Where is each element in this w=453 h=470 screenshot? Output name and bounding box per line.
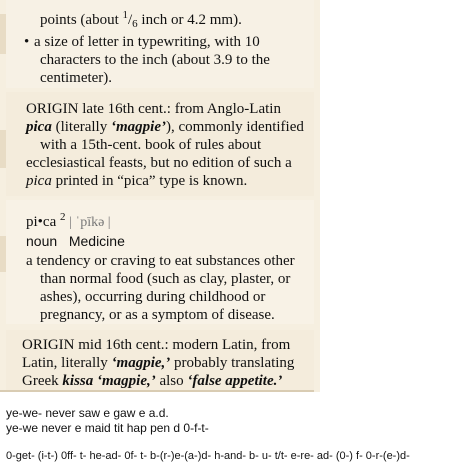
sense-line: characters to the inch (about 3.9 to the — [40, 52, 270, 68]
note-line: ye-we never e maid tit hap pen d 0-f-t- — [6, 421, 209, 435]
scroll-mark — [0, 130, 6, 168]
divider — [0, 390, 314, 392]
origin-line: ecclesiastical feasts, but no edition of such a — [26, 155, 292, 171]
origin-line: ORIGIN mid 16th cent.: modern Latin, from — [22, 337, 291, 353]
bullet-icon: • — [24, 34, 30, 50]
pronunciation: | ˈpīkə | — [69, 215, 111, 230]
part-of-speech: noun Medicine — [26, 233, 125, 249]
definition-line: ashes), occurring during childhood or — [40, 289, 266, 305]
origin-card — [6, 92, 314, 196]
origin-line: Greek kissa ‘magpie,’ also ‘false appetite.’ — [22, 373, 283, 389]
definition-line: than normal food (such as clay, plaster, or — [40, 271, 291, 287]
note-line: ye-we- never saw e gaw e a.d. — [6, 406, 169, 420]
scroll-mark — [0, 14, 6, 54]
definition-line: pregnancy, or as a symptom of disease. — [40, 307, 275, 323]
sense-line: a size of letter in typewriting, with 10 — [34, 34, 260, 50]
sense-line: points (about $^1/_6$ inch or 4.2 mm). — [40, 9, 242, 30]
origin-line: with a 15th-cent. book of rules about — [40, 137, 262, 153]
entry-senses-card — [6, 0, 314, 88]
note-line: 0-get- (i-t-) 0ff- t- he-ad- 0f- t- b-(r-)e-(a-)d- h-and- b- u- t/t- e-re- ad- (0-) f- 0-r-(e-)d- — [6, 450, 410, 462]
headword: pi•ca $^2$ | ˈpīkə | — [26, 211, 111, 230]
definition-line: a tendency or craving to eat substances other — [26, 253, 295, 269]
origin-line: pica (literally ‘magpie’), commonly identified — [26, 119, 304, 135]
entry-card — [6, 200, 314, 324]
origin-line: pica printed in “pica” type is known. — [26, 173, 248, 189]
origin-card — [6, 330, 314, 392]
scroll-mark — [0, 236, 6, 272]
origin-line: ORIGIN late 16th cent.: from Anglo-Latin — [26, 101, 281, 117]
origin-line: Latin, literally ‘magpie,’ probably translating — [22, 355, 295, 371]
sense-line: centimeter). — [40, 70, 113, 86]
